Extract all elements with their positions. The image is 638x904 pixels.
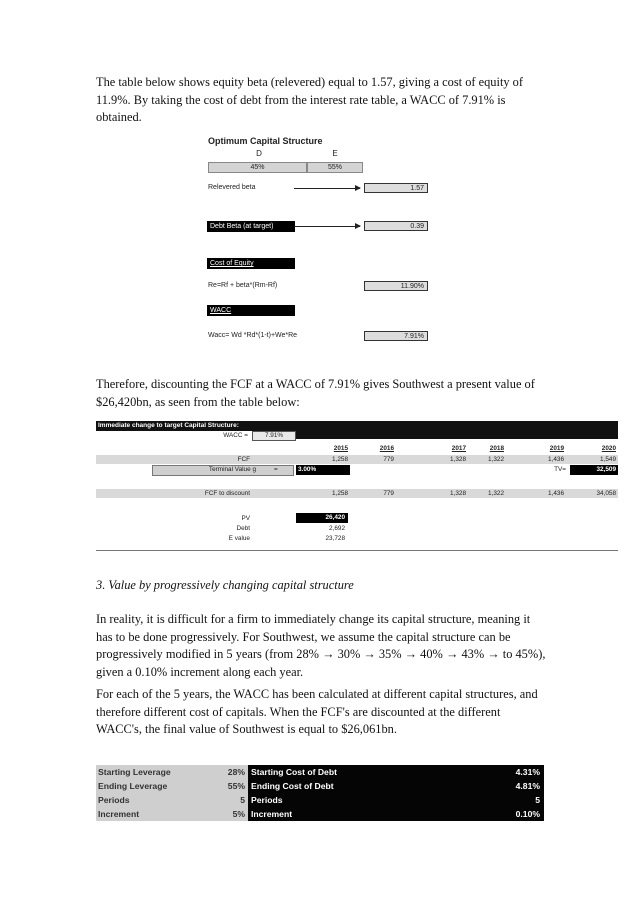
relevered-beta-value: 1.57	[364, 183, 428, 193]
table-header-bar	[296, 431, 618, 439]
cost-of-equity-formula: Re=Rf + beta*(Rm-Rf)	[208, 282, 278, 289]
equity-percent: 55%	[307, 162, 363, 173]
relevered-beta-label: Relevered beta	[208, 184, 256, 191]
evalue-value: 23,728	[325, 535, 345, 542]
periods-label: Periods	[251, 795, 283, 805]
wacc-label: WACC =	[223, 432, 248, 439]
starting-leverage-value: 28%	[227, 767, 245, 777]
section-heading: 3. Value by progressively changing capital structure	[96, 578, 354, 592]
fcf-label: FCF	[237, 456, 250, 463]
debt-beta-value: 0.39	[364, 221, 428, 231]
fcf-value: 1,436	[548, 456, 564, 463]
wacc-header: WACC	[207, 305, 295, 316]
progressive-paragraph: In reality, it is difficult for a firm to immediately change its capital structure, meaning it has to be done progressively. For Southwest, we assume the capital structure can be progressively modified in 5 years (from 28% → 30% → 35% → 40% → 43% → to 45%), given a 0.10% increment along each year.	[96, 612, 546, 679]
pv-label: PV	[241, 515, 250, 522]
debt-label: Debt	[236, 525, 250, 532]
ending-cost-debt-value: 4.81%	[515, 781, 540, 791]
table-title: Optimum Capital Structure	[208, 136, 323, 146]
starting-cost-debt-label: Starting Cost of Debt	[251, 767, 337, 777]
discount-value: 1,258	[332, 490, 348, 497]
immediate-change-table	[96, 421, 618, 551]
fcf-discount-label: FCF to discount	[204, 490, 250, 497]
debt-percent: 45%	[208, 162, 307, 173]
ending-cost-debt-label: Ending Cost of Debt	[251, 781, 334, 791]
discount-value: 779	[383, 490, 394, 497]
starting-leverage-label: Starting Leverage	[98, 767, 171, 777]
progressive-capital-table	[96, 765, 544, 821]
increment-value: 0.10%	[515, 809, 540, 819]
tv-label: TV=	[554, 466, 566, 473]
fcf-value: 1,549	[600, 456, 616, 463]
starting-cost-debt-value: 4.31%	[515, 767, 540, 777]
intro-paragraph: The table below shows equity beta (relevered) equal to 1.57, giving a cost of equity of 11.9%. By taking the cost of debt from the interest rate table, a WACC of 7.91% is obtained.	[96, 75, 524, 124]
fcf-value: 779	[383, 456, 394, 463]
discount-value: 34,058	[596, 490, 616, 497]
evalue-label: E value	[228, 535, 250, 542]
debt-header: D	[256, 149, 262, 158]
ending-leverage-value: 55%	[227, 781, 245, 791]
increment-label: Increment	[251, 809, 293, 819]
leverage-panel	[96, 765, 248, 821]
debt-value: 2,692	[329, 525, 345, 532]
discounting-paragraph: Therefore, discounting the FCF at a WACC of 7.91% gives Southwest a present value of $26,420bn, as seen from the table below:	[96, 377, 535, 409]
year-header: 2015	[333, 445, 348, 452]
terminal-value-label: Terminal Value g	[208, 466, 256, 473]
pv-value: 26,420	[296, 513, 348, 523]
periods-value: 5	[535, 795, 540, 805]
table-title: Immediate change to target Capital Structure:	[96, 421, 618, 431]
fcf-value: 1,258	[332, 456, 348, 463]
year-header: 2016	[379, 445, 394, 452]
fcf-value: 1,322	[488, 456, 504, 463]
discount-value: 1,328	[450, 490, 466, 497]
debt-beta-label: Debt Beta (at target)	[207, 221, 295, 232]
year-header: 2018	[489, 445, 504, 452]
increment-label: Increment	[98, 809, 140, 819]
ending-leverage-label: Ending Leverage	[98, 781, 168, 791]
increment-value: 5%	[232, 809, 245, 819]
periods-label: Periods	[98, 795, 130, 805]
cost-of-equity-value: 11.90%	[364, 281, 428, 291]
wacc-value: 7.91%	[364, 331, 428, 341]
cost-of-equity-header: Cost of Equity	[207, 258, 295, 269]
discount-value: 1,322	[488, 490, 504, 497]
wacc-formula: Wacc= Wd *Rd*(1-t)+We*Re	[208, 332, 298, 339]
terminal-equals: =	[274, 466, 278, 473]
periods-value: 5	[240, 795, 245, 805]
arrow-right-icon	[294, 226, 360, 227]
tv-value: 32,509	[570, 465, 618, 475]
year-header: 2017	[451, 445, 466, 452]
discount-value: 1,436	[548, 490, 564, 497]
year-header: 2020	[601, 445, 616, 452]
equity-header: E	[332, 149, 338, 158]
terminal-growth-value: 3.00%	[296, 465, 350, 475]
year-header: 2019	[549, 445, 564, 452]
optimum-capital-structure-table	[206, 136, 432, 348]
fcf-value: 1,328	[450, 456, 466, 463]
wacc-result-paragraph: For each of the 5 years, the WACC has been calculated at different capital structures, and therefore different cost of capitals. When the FCF's are discounted at the different WACC's, the final value of Southwest is equal to $26,061bn.	[96, 687, 538, 736]
cost-of-debt-panel	[248, 765, 544, 821]
wacc-value: 7.91%	[252, 431, 296, 441]
arrow-right-icon	[294, 188, 360, 189]
